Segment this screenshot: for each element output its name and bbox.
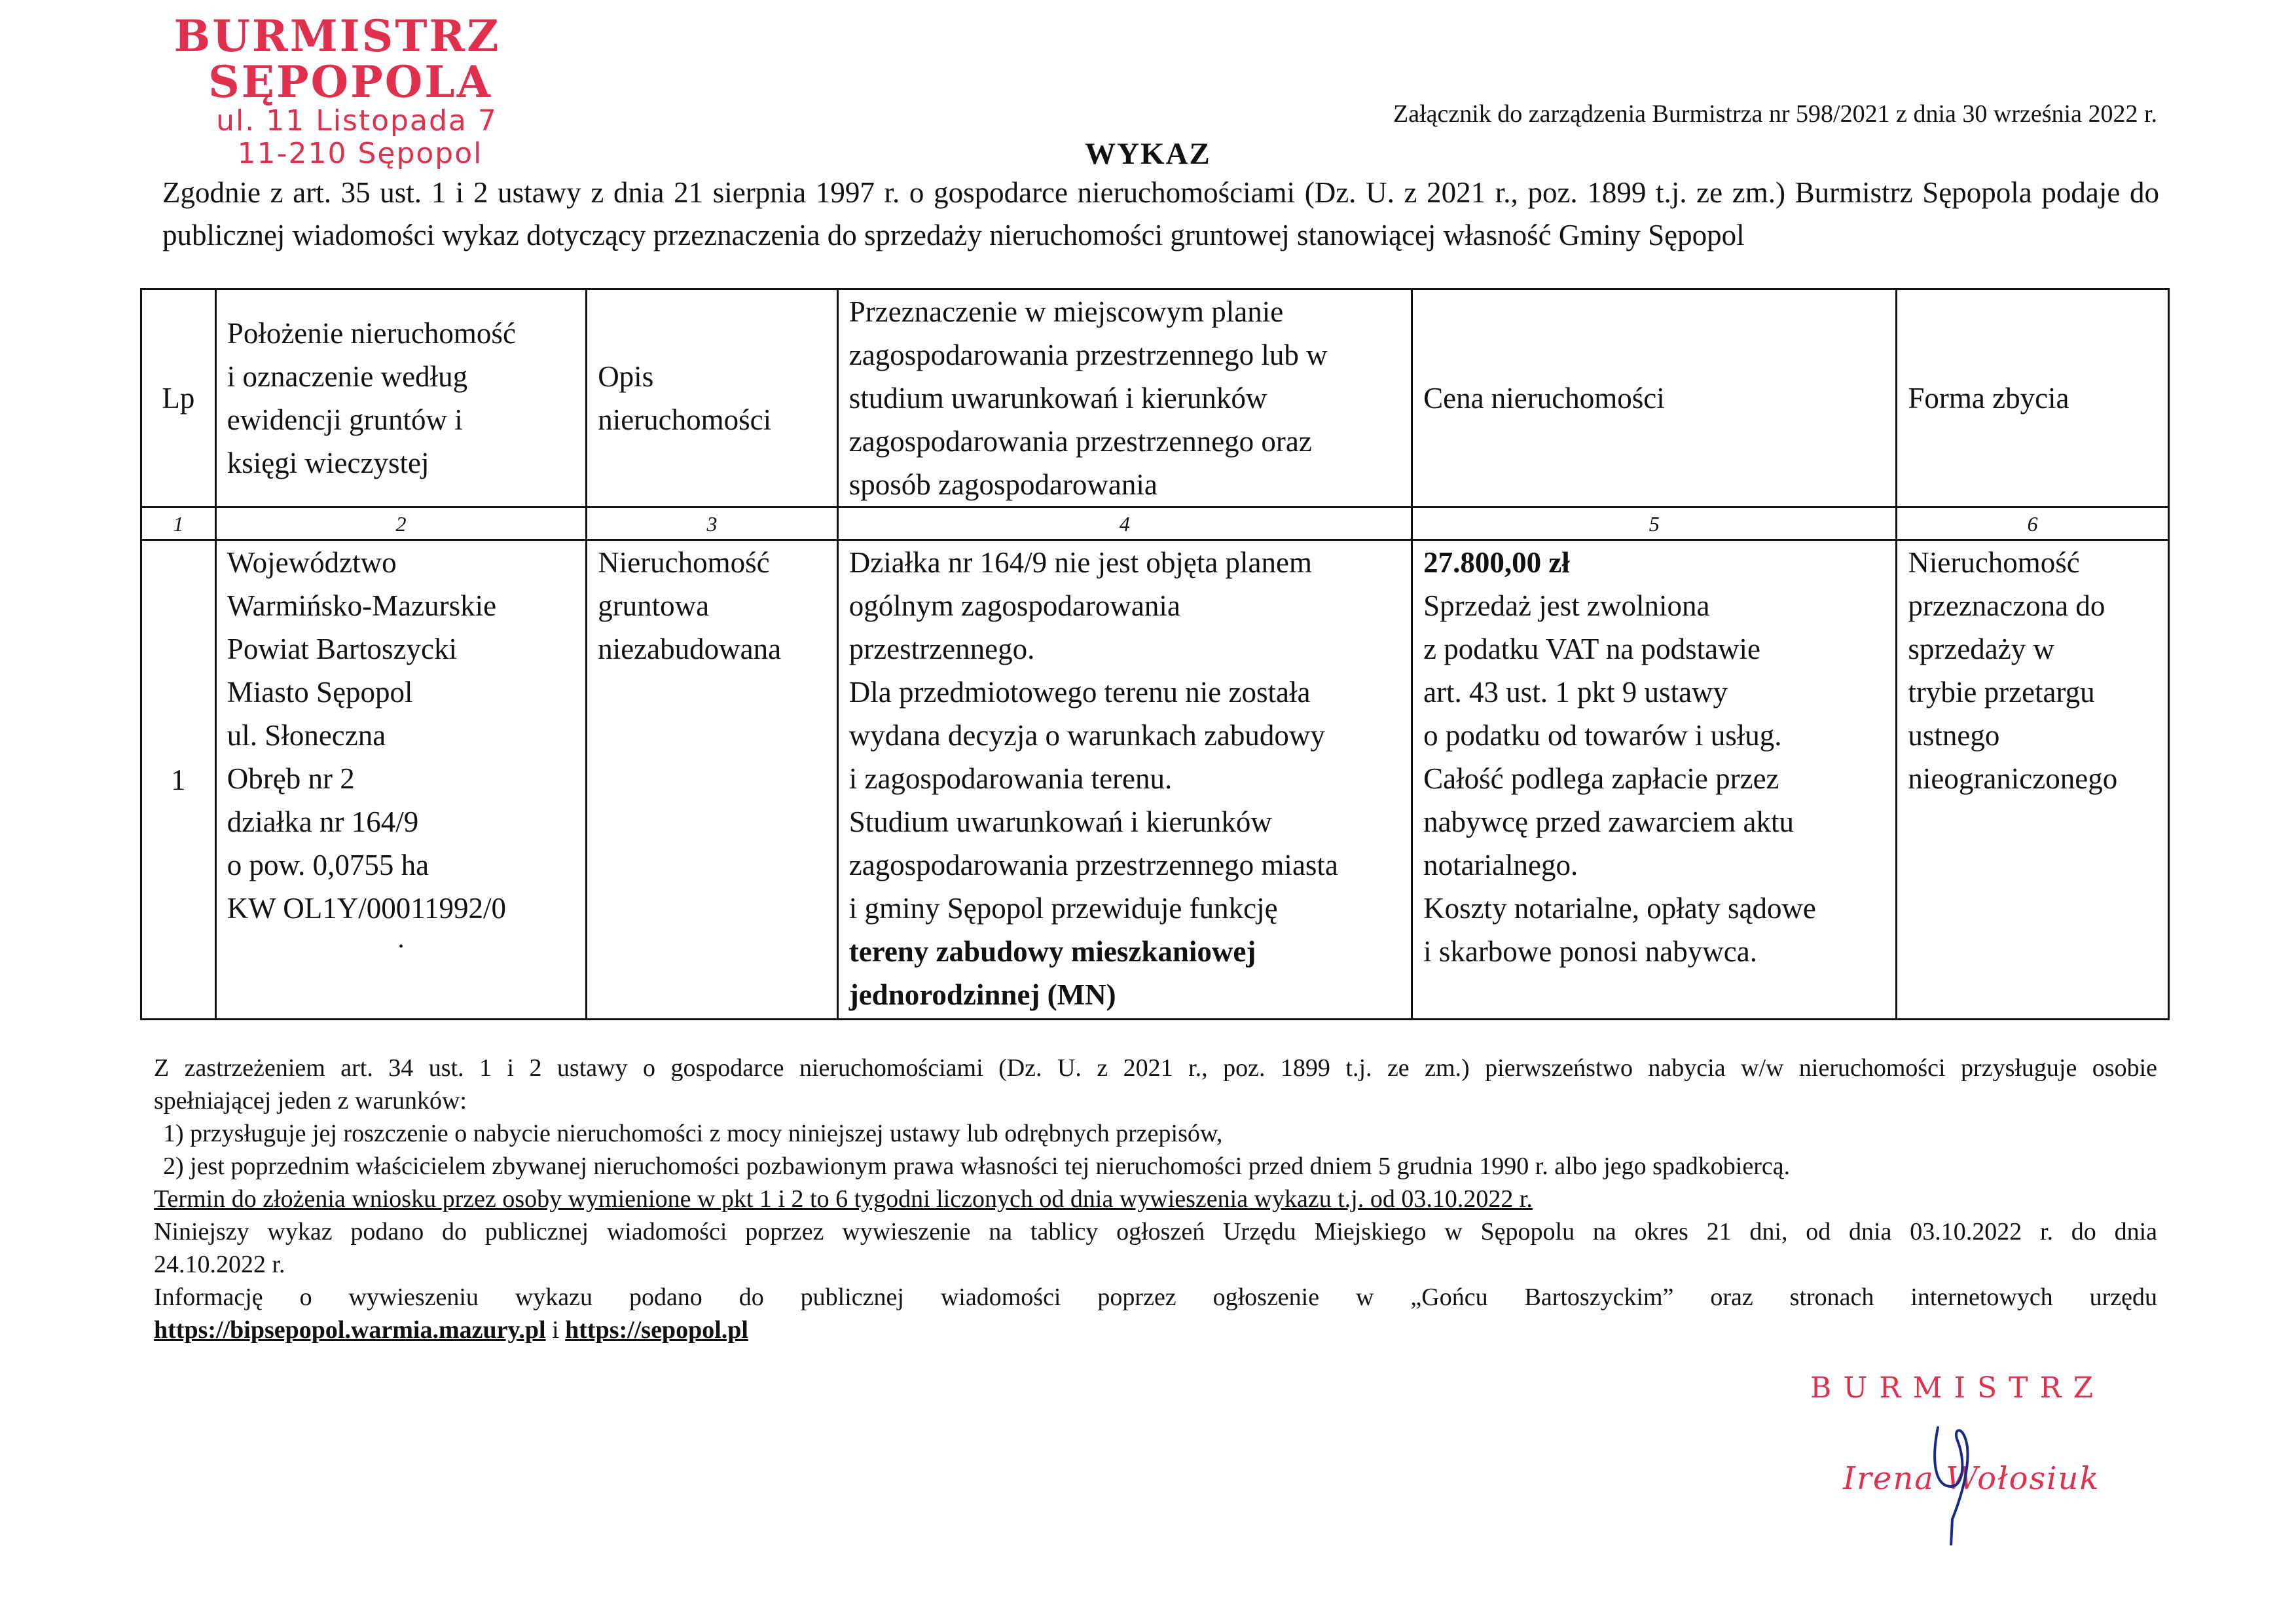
posting-note: Niniejszy wykaz podano do publicznej wiadomości poprzez wywieszenie na tablicy ogłoszeń Urzędu Miejskiego w Sępopolu na okres 21 dni, od dnia 03.10.2022 r. do dnia [154,1218,2157,1246]
annex-reference: Załącznik do zarządzenia Burmistrza nr 598/2021 z dnia 30 września 2022 r. [1393,100,2157,128]
zoning-function: tereny zabudowy mieszkaniowej [848,935,1256,968]
intro-paragraph: Zgodnie z art. 35 ust. 1 i 2 ustawy z dnia 21 sierpnia 1997 r. o gospodarce nieruchomościami (Dz. U. z 2021 r., poz. 1899 t.j. ze zm.) Burmistrz Sępopola podaje do publicznej wiadomości wykaz dotyczący przeznaczenia do sprzedaży nieruchomości gruntowej stanowiącej własność Gminy Sępopol [162,176,2159,251]
deadline-note: Termin do złożenia wniosku przez osoby wymienione w pkt 1 i 2 to 6 tygodni liczonych od dnia wywieszenia wykazu t.j. od 03.10.2022 r. [154,1185,1533,1213]
handwritten-signature-icon [1912,1388,1990,1545]
price-value: 27.800,00 zł [1423,546,1570,579]
signature-name: Irena Wołosiuk [1843,1460,2100,1497]
stamp-line-3: ul. 11 Listopada 7 [216,104,498,138]
stamp-line-4: 11-210 Sępopol [237,137,483,170]
table-row [141,540,2169,1020]
row-location: Województwo Warmińsko-Mazurskie Powiat Bartoszycki Miasto Sępopol ul. Słoneczna Obręb nr 2 działka nr 164/9 o pow. 0,0755 ha KW OL1Y/00011992/0 · [215,540,586,1020]
row-form: Nieruchomość przeznaczona do sprzedaży w trybie przetargu ustnego nieograniczonego [1897,540,2169,1020]
website-link[interactable]: https://sepopol.pl [565,1316,748,1344]
footer-notes [154,1052,2157,1346]
table-header-row [141,289,2169,507]
header-location: Położenie nieruchomość i oznaczenie według ewidencji gruntów i księgi wieczystej [215,289,586,507]
publication-note: Informację o wywieszeniu wykazu podano do publicznej wiadomości poprzez ogłoszenie w „Gońcu Bartoszyckim” oraz stronach internetowych urzędu [154,1283,2157,1311]
header-description: Opis nieruchomości [587,289,838,507]
row-price: 27.800,00 zł Sprzedaż jest zwolniona z podatku VAT na podstawie art. 43 ust. 1 pkt 9 ustawy o podatku od towarów i usług. Całość podlega zapłacie przez nabywcę przed zawarciem aktu notarialnego. Koszty notarialne, opłaty sądowe i skarbowe ponosi nabywca. [1412,540,1897,1020]
condition-item-2: 2) jest poprzednim właścicielem zbywanej nieruchomości pozbawionym prawa własności tej nieruchomości przed dniem 5 grudnia 1990 r. albo jego spadkobiercą. [163,1153,1791,1180]
stamp-line-1: BURMISTRZ [173,10,501,62]
stamp-line-2: SĘPOPOLA [208,56,492,107]
row-description: Nieruchomość gruntowa niezabudowana [587,540,838,1020]
column-number: 2 [215,507,586,540]
posting-note-end: 24.10.2022 r. [154,1251,285,1278]
column-number: 4 [837,507,1412,540]
property-table [140,288,2170,1020]
row-lp: 1 [141,540,216,1020]
column-number-row [141,507,2169,540]
header-price: Cena nieruchomości [1412,289,1897,507]
row-purpose: Działka nr 164/9 nie jest objęta planem ogólnym zagospodarowania przestrzennego. Dla przedmiotowego terenu nie została wydana decyzja o warunkach zabudowy i zagospodarowania terenu. Studium uwarunkowań i kierunków zagospodarowania przestrzennego miasta i gminy Sępopol przewiduje funkcję tereny zabudowy mieszkaniowej jednorodzinnej (MN) [837,540,1412,1020]
stray-mark: · [396,931,406,961]
column-number: 6 [1897,507,2169,540]
document-title: WYKAZ [1085,137,1211,171]
column-number: 1 [141,507,216,540]
priority-clause: Z zastrzeżeniem art. 34 ust. 1 i 2 ustawy o gospodarce nieruchomościami (Dz. U. z 2021 r., poz. 1899 t.j. ze zm.) pierwszeństwo nabycia w/w nieruchomości przysługuje osobie [154,1054,2157,1082]
column-number: 5 [1412,507,1897,540]
priority-clause-end: spełniającej jeden z warunków: [154,1087,467,1115]
column-number: 3 [587,507,838,540]
bip-link[interactable]: https://bipsepopol.warmia.mazury.pl [154,1316,546,1344]
links-line [154,1314,2157,1346]
signature-title: BURMISTRZ [1810,1371,2105,1405]
header-lp: Lp [141,289,216,507]
header-form: Forma zbycia [1897,289,2169,507]
header-purpose: Przeznaczenie w miejscowym planie zagospodarowania przestrzennego lub w studium uwarunkowań i kierunków zagospodarowania przestrzennego oraz sposób zagospodarowania [837,289,1412,507]
condition-item-1: 1) przysługuje jej roszczenie o nabycie nieruchomości z mocy niniejszej ustawy lub odrębnych przepisów, [163,1120,1223,1147]
zoning-function: jednorodzinnej (MN) [848,978,1116,1011]
link-separator: i [545,1316,566,1344]
